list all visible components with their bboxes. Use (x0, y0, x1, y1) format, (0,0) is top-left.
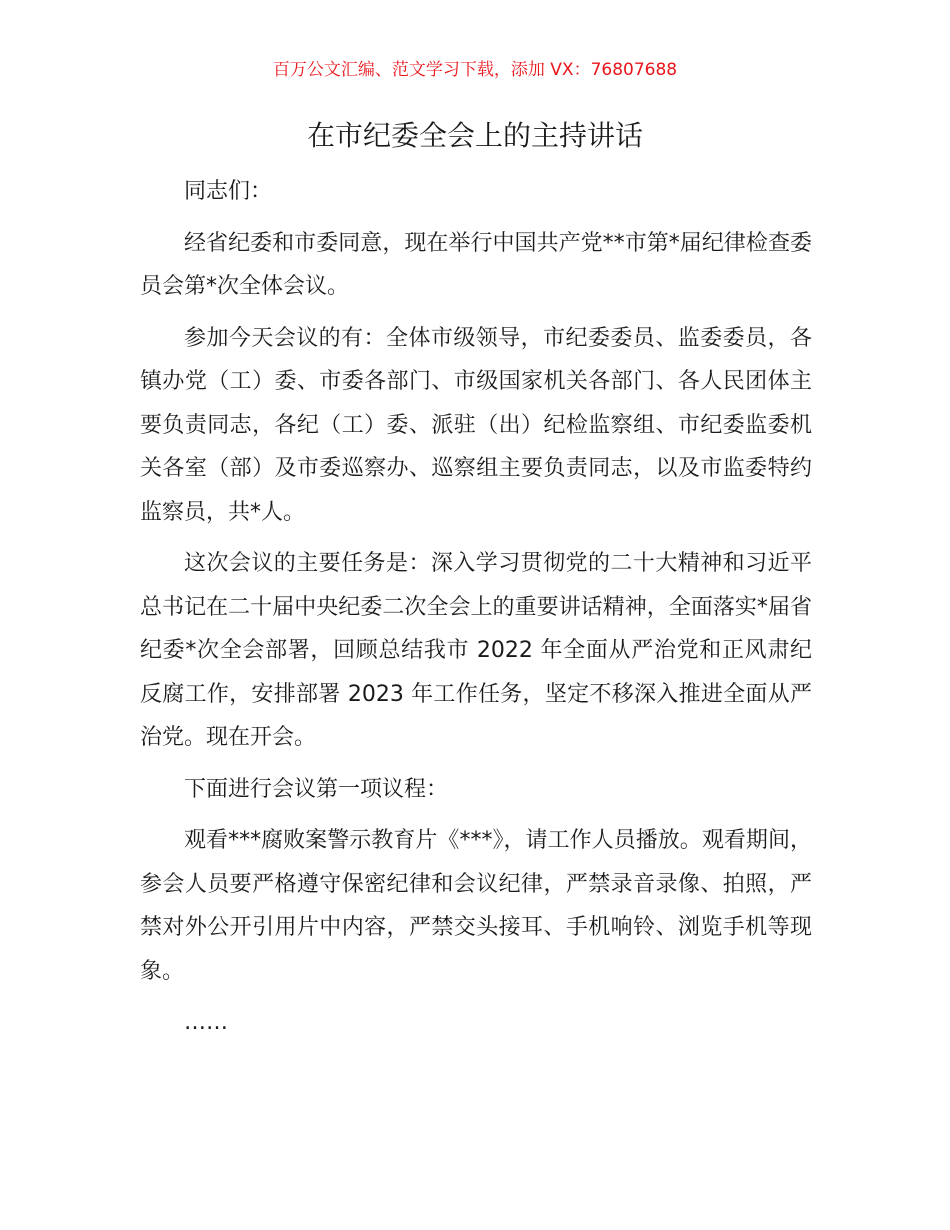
page-title: 在市纪委全会上的主持讲话 (306, 119, 643, 152)
paragraph-opening: 经省纪委和市委同意，现在举行中国共产党**市第*届纪律检查委员会第*次全体会议。 (140, 230, 812, 299)
paragraph-ellipsis: …… (184, 1010, 228, 1035)
paragraph-main-tasks: 这次会议的主要任务是：深入学习贯彻党的二十大精神和习近平总书记在二十届中央纪委二次全会上的重要讲话精神，全面落实*届省纪委*次全会部署，回顾总结我市 2022 年全面从严治党和正风肃纪反腐工作，安排部署 2023 年工作任务，坚定不移深入推进全面从严治党。现在开会。 (140, 551, 812, 750)
paragraph-salutation: 同志们： (184, 179, 273, 204)
paragraph-attendees: 参加今天会议的有：全体市级领导，市纪委委员、监委委员，各镇办党（工）委、市委各部门、市级国家机关各部门、各人民团体主要负责同志，各纪（工）委、派驻（出）纪检监察组、市纪委监委机关各室（部）及市委巡察办、巡察组主要负责同志，以及市监委特约监察员，共*人。 (140, 325, 812, 525)
header-ad-text: 百万公文汇编、范文学习下载，添加 VX：76807688 (272, 60, 678, 80)
paragraph-warning-film: 观看***腐败案警示教育片《***》，请工作人员播放。观看期间，参会人员要严格遵守保密纪律和会议纪律，严禁录音录像、拍照，严禁对外公开引用片中内容，严禁交头接耳、手机响铃、浏览手机等现象。 (140, 828, 812, 984)
paragraph-agenda-item: 下面进行会议第一项议程： (184, 776, 449, 802)
document-body (140, 170, 812, 1053)
